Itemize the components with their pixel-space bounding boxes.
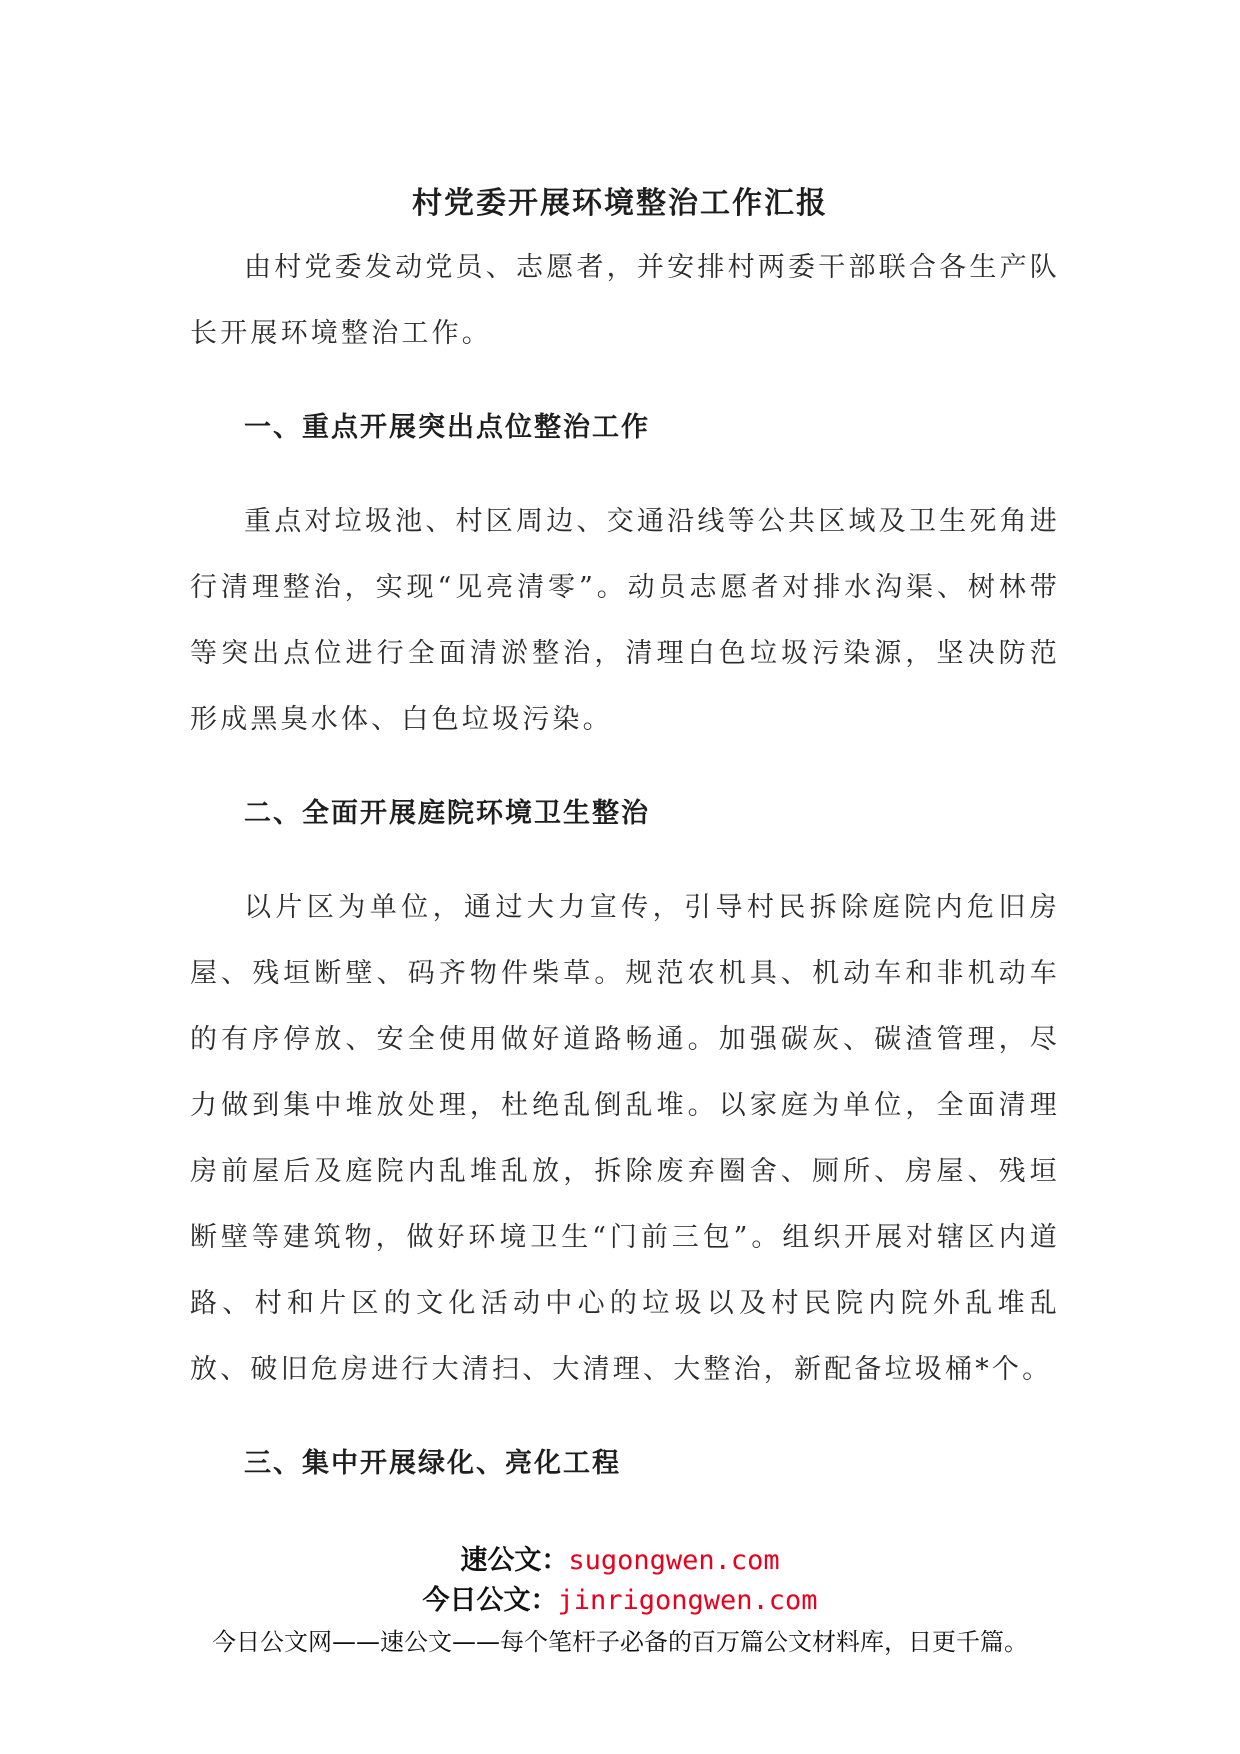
footer-line-1 xyxy=(0,1538,1240,1577)
footer-label-sugongwen: 速公文： xyxy=(460,1545,569,1576)
footer-line-2 xyxy=(0,1578,1240,1617)
section-2-paragraph: 以片区为单位，通过大力宣传，引导村民拆除庭院内危旧房屋、残垣断壁、码齐物件柴草。规范农机具、机动车和非机动车的有序停放、安全使用做好道路畅通。加强碳灰、碳渣管理，尽力做到集中堆放处理，杜绝乱倒乱堆。以家庭为单位，全面清理房前屋后及庭院内乱堆乱放，拆除废弃圈舍、厕所、房屋、残垣断壁等建筑物，做好环境卫生“门前三包”。组织开展对辖区内道路、村和片区的文化活动中心的垃圾以及村民院内院外乱堆乱放、破旧危房进行大清扫、大清理、大整治，新配备垃圾桶*个。 xyxy=(190,892,1060,1385)
document-body xyxy=(190,235,1060,1497)
section-2-heading: 二、全面开展庭院环境卫生整治 xyxy=(244,798,650,829)
jinrigongwen-link[interactable]: jinrigongwen.com xyxy=(557,1585,818,1616)
footer-slogan: 今日公文网——速公文——每个笔杆子必备的百万篇公文材料库，日更千篇。 xyxy=(212,1628,1028,1656)
section-3-heading: 三、集中开展绿化、亮化工程 xyxy=(244,1448,621,1479)
section-1-paragraph: 重点对垃圾池、村区周边、交通沿线等公共区域及卫生死角进行清理整治，实现“见亮清零”。动员志愿者对排水沟渠、树林带等突出点位进行全面清淤整治，清理白色垃圾污染源，坚决防范形成黑臭水体、白色垃圾污染。 xyxy=(190,506,1060,735)
footer-label-jinrigongwen: 今日公文： xyxy=(422,1585,558,1616)
intro-paragraph: 由村党委发动党员、志愿者，并安排村两委干部联合各生产队长开展环境整治工作。 xyxy=(190,252,1060,349)
sugongwen-link[interactable]: sugongwen.com xyxy=(568,1545,780,1576)
document-title: 村党委开展环境整治工作汇报 xyxy=(412,186,828,221)
section-1-heading: 一、重点开展突出点位整治工作 xyxy=(244,412,650,443)
